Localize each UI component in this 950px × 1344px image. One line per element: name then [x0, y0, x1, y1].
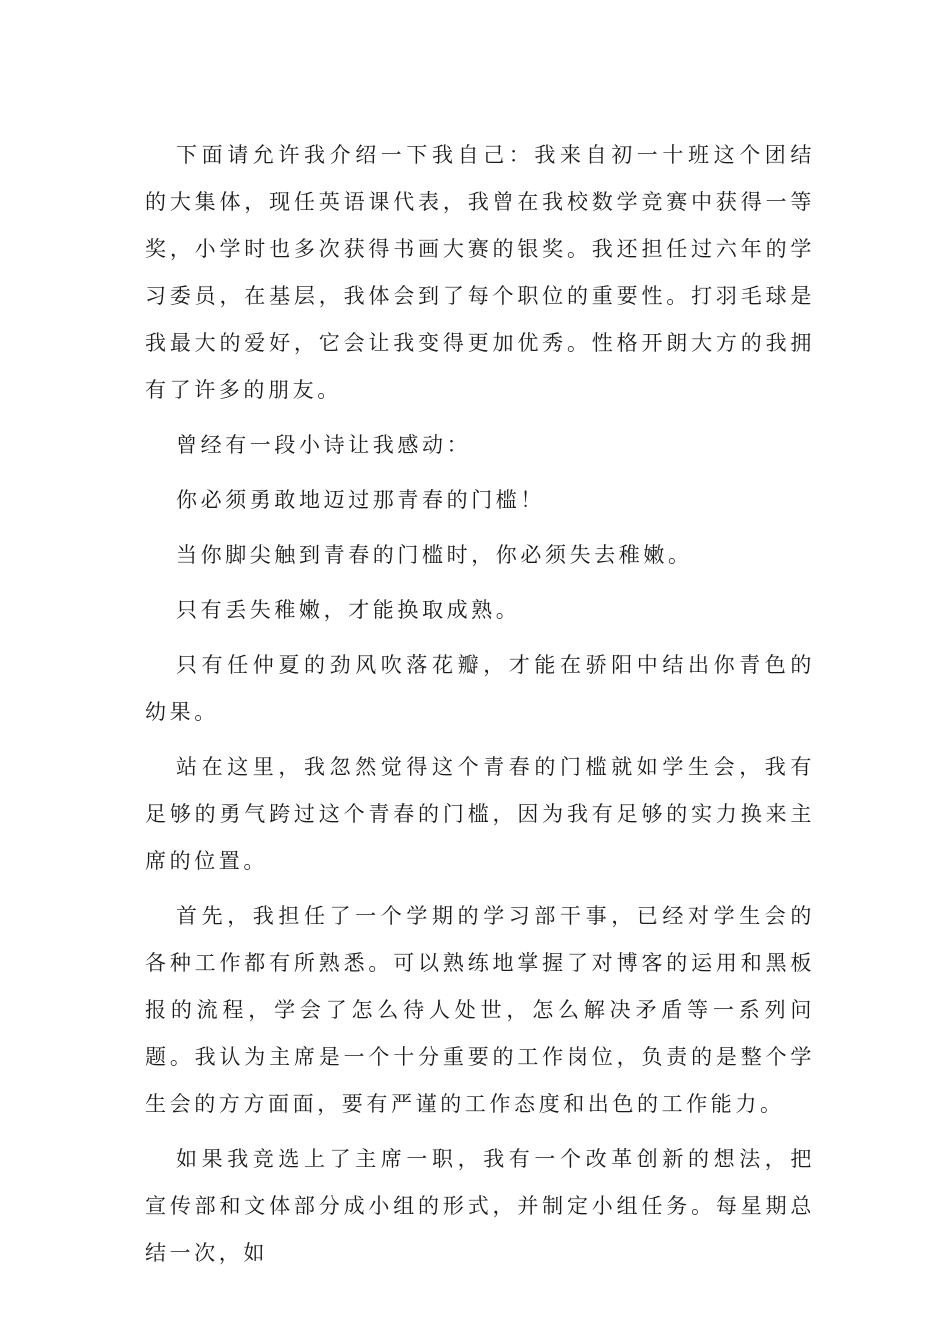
poem-line-1: 你必须勇敢地迈过那青春的门槛！: [176, 488, 545, 512]
paragraph-poem-intro: 曾经有一段小诗让我感动：: [176, 433, 472, 457]
poem-line-3: 只有丢失稚嫩，才能换取成熟。: [176, 598, 521, 622]
poem-line-4: 只有任仲夏的劲风吹落花瓣，才能在骄阳中结出你青色的幼果。: [145, 653, 815, 724]
paragraph-self-introduction: 下面请允许我介绍一下我自己：我来自初一十班这个团结的大集体，现任英语课代表，我曾在我校数学竞赛中获得一等奖，小学时也多次获得书画大赛的银奖。我还担任过六年的学习委员，在基层，我体会到了每个职位的重要性。打羽毛球是我最大的爱好，它会让我变得更加优秀。性格开朗大方的我拥有了许多的朋友。: [145, 143, 815, 402]
document-body: [145, 132, 815, 1285]
poem-line-2: 当你脚尖触到青春的门槛时，你必须失去稚嫩。: [176, 543, 693, 567]
paragraph-experience: 首先，我担任了一个学期的学习部干事，已经对学生会的各种工作都有所熟悉。可以熟练地掌握了对博客的运用和黑板报的流程，学会了怎么待人处世，怎么解决矛盾等一系列问题。我认为主席是一个十分重要的工作岗位，负责的是整个学生会的方方面面，要有严谨的工作态度和出色的工作能力。: [145, 904, 815, 1116]
paragraph-plan: 如果我竞选上了主席一职，我有一个改革创新的想法，把宣传部和文体部分成小组的形式，并制定小组任务。每星期总结一次，如: [145, 1147, 815, 1265]
paragraph-threshold: 站在这里，我忽然觉得这个青春的门槛就如学生会，我有足够的勇气跨过这个青春的门槛，因为我有足够的实力换来主席的位置。: [145, 755, 815, 873]
